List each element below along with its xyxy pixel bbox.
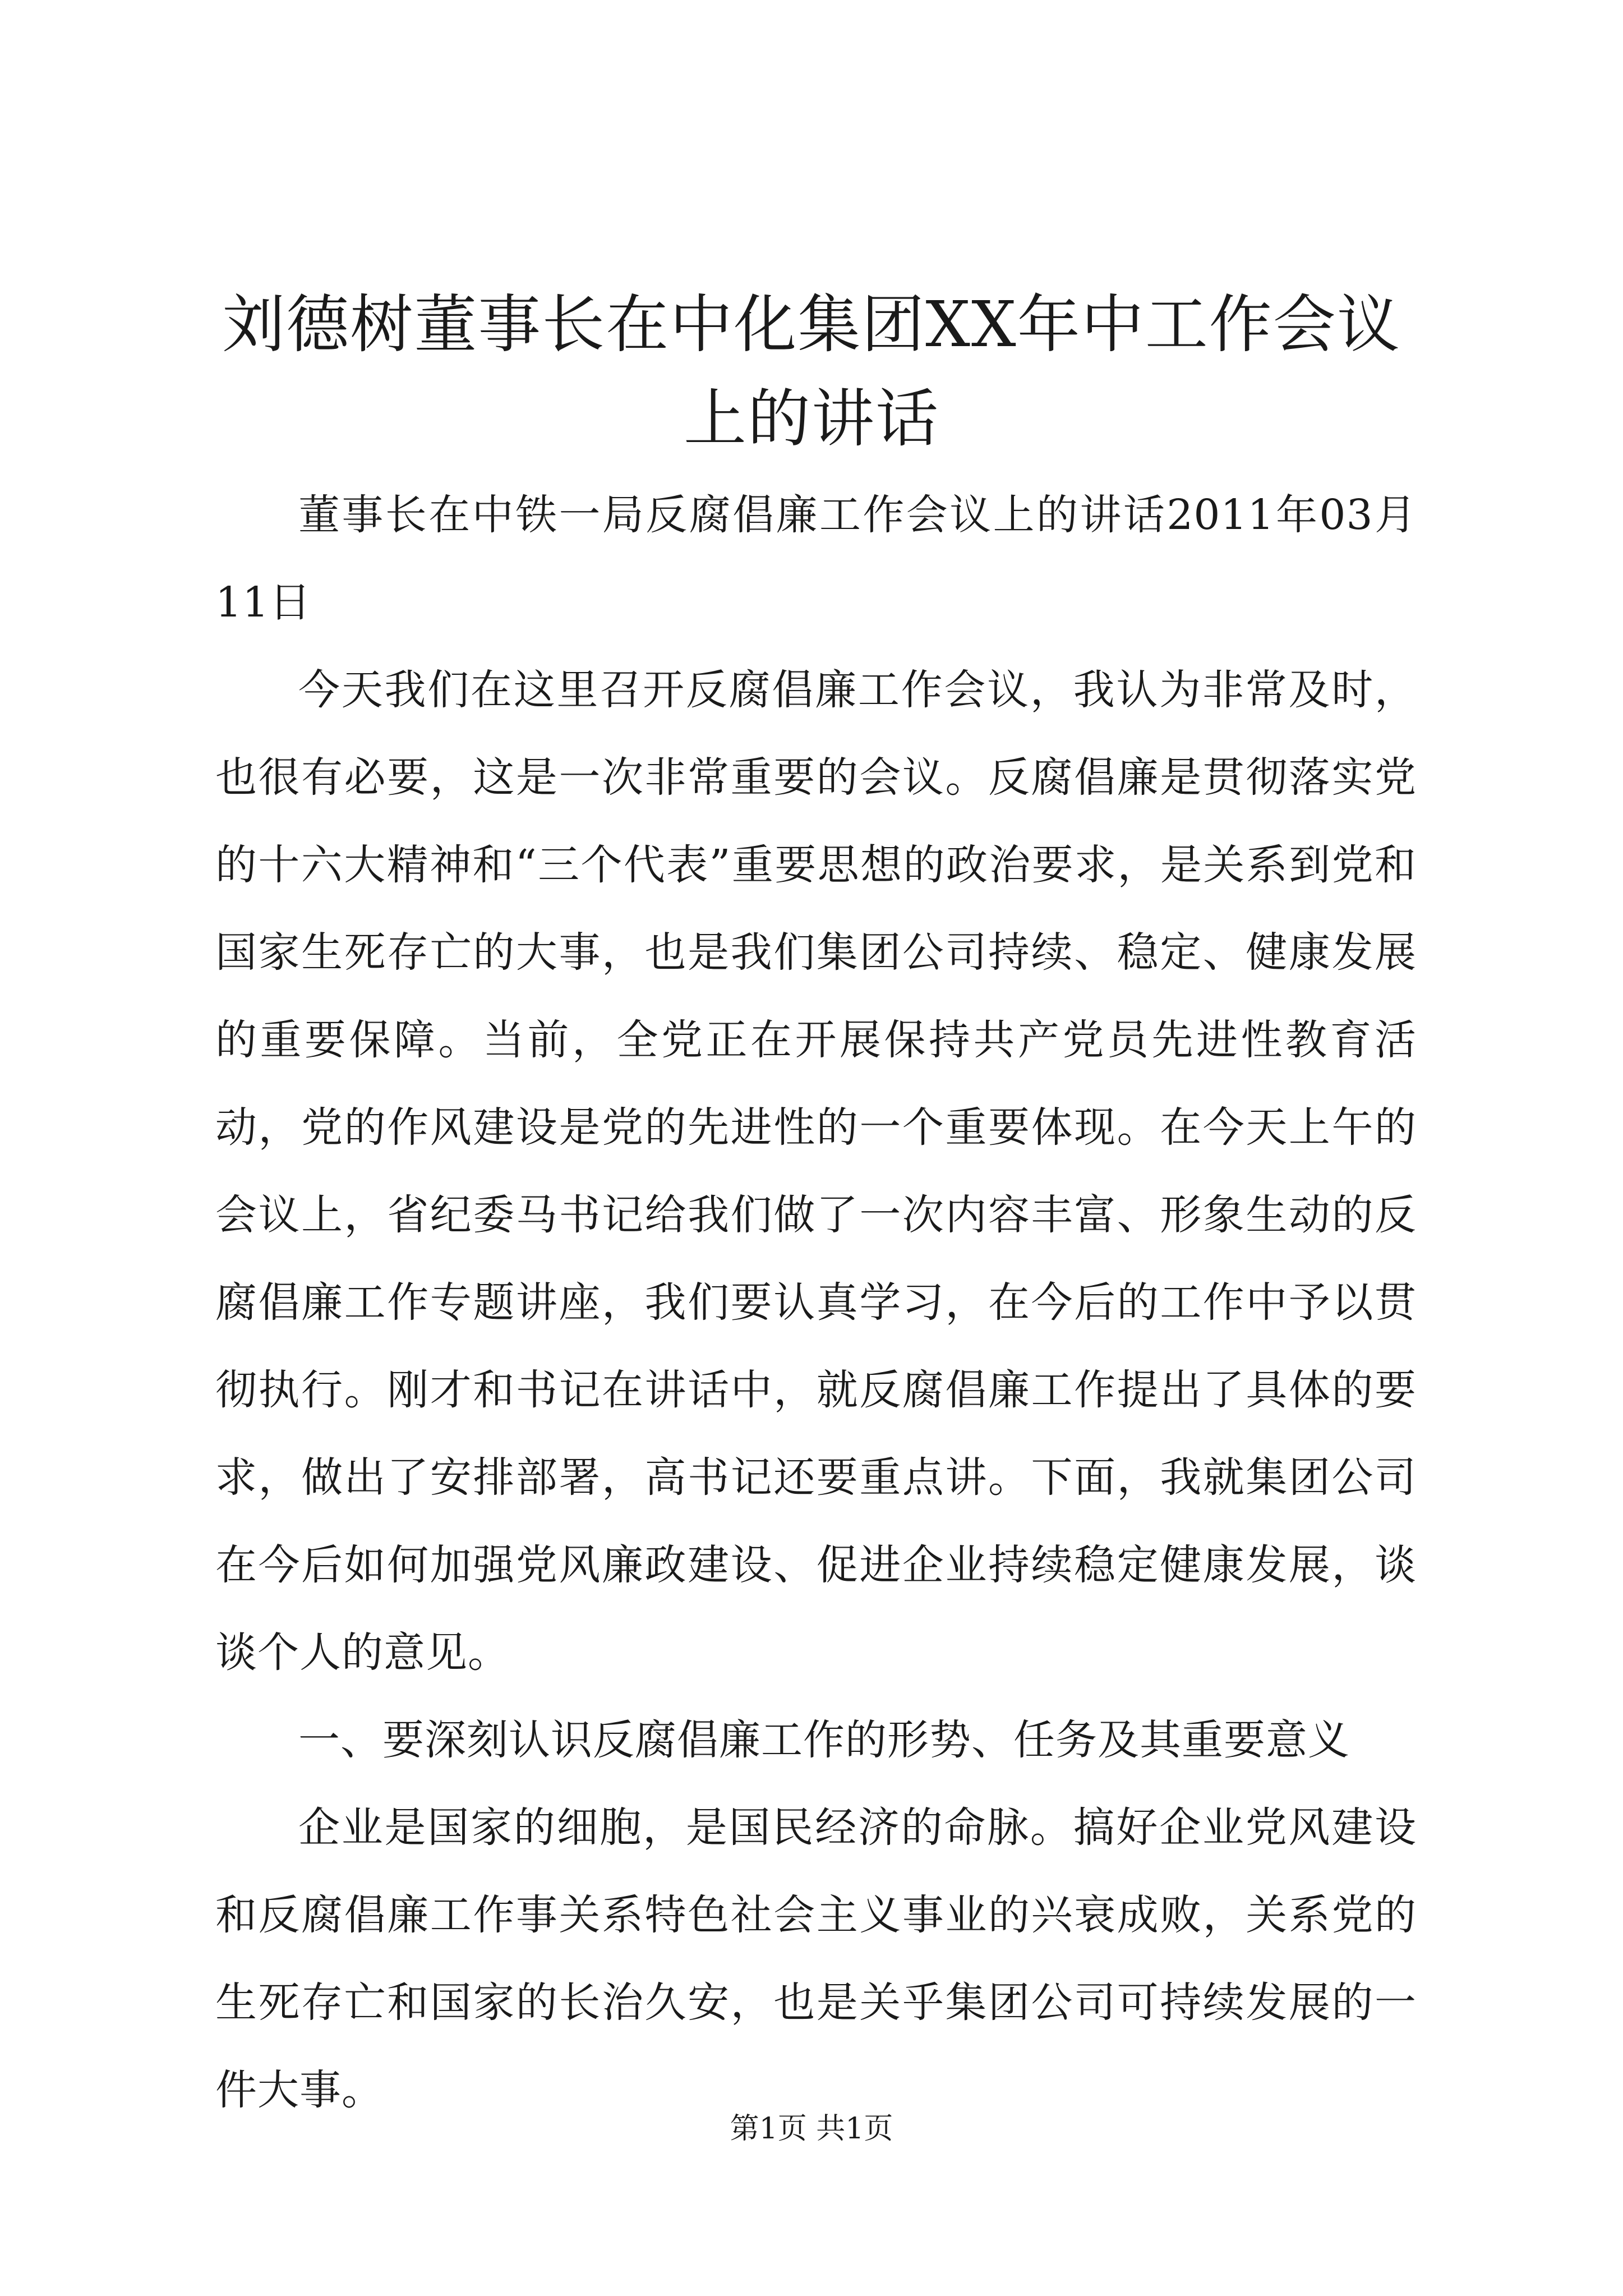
document-body: [215, 471, 1417, 2134]
paragraph-opening: 今天我们在这里召开反腐倡廉工作会议，我认为非常及时，也很有必要，这是一次非常重要的会议。反腐倡廉是贯彻落实党的十六大精神和“三个代表”重要思想的政治要求，是关系到党和国家生死存亡的大事，也是我们集团公司持续、稳定、健康发展的重要保障。当前，全党正在开展保持共产党员先进性教育活动，党的作风建设是党的先进性的一个重要体现。在今天上午的会议上，省纪委马书记给我们做了一次内容丰富、形象生动的反腐倡廉工作专题讲座，我们要认真学习，在今后的工作中予以贯彻执行。刚才和书记在讲话中，就反腐倡廉工作提出了具体的要求，做出了安排部署，高书记还要重点讲。下面，我就集团公司在今后如何加强党风廉政建设、促进企业持续稳定健康发展，谈谈个人的意见。: [215, 666, 1417, 1677]
document-title: 刘德树董事长在中化集团XX年中工作会议上的讲话: [222, 288, 1401, 455]
page-footer: [0, 2109, 1623, 2148]
section-heading-1: 一、要深刻认识反腐倡廉工作的形势、任务及其重要意义: [298, 1716, 1350, 1764]
paragraph-date-line: 董事长在中铁一局反腐倡廉工作会议上的讲话2011年03月11日: [215, 491, 1417, 627]
page-number-label: 第1页 共1页: [730, 2112, 893, 2146]
paragraph-section-1: 企业是国家的细胞，是国民经济的命脉。搞好企业党风建设和反腐倡廉工作事关系特色社会主义事业的兴衰成败，关系党的生死存亡和国家的长治久安，也是关乎集团公司可持续发展的一件大事。: [215, 1803, 1417, 2114]
